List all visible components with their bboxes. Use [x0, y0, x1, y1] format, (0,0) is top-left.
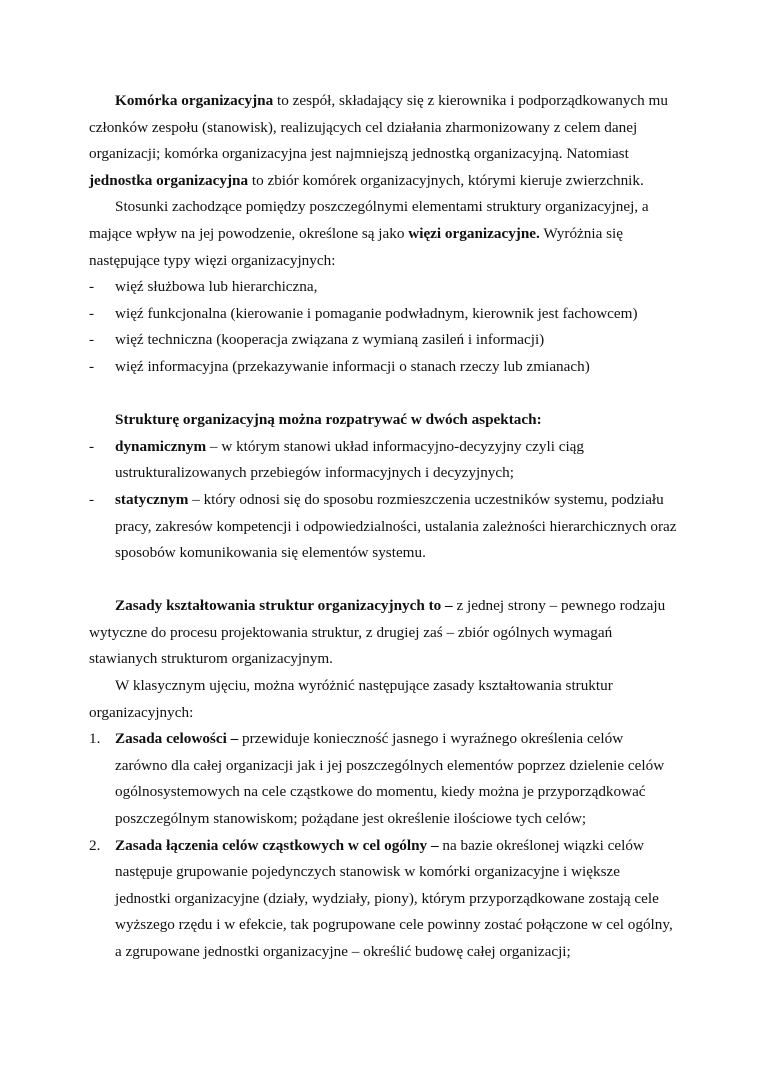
document-body	[89, 88, 679, 966]
paragraph-ties: Stosunki zachodzące pomiędzy poszczególnymi elementami struktury organizacyjnej, a mające wpływ na jej powodzenie, określone są jako więzi organizacyjne. Wyróżnia się następujące typy więzi organizacyjnych:	[89, 198, 649, 269]
numbered-list-item: 2. Zasada łączenia celów cząstkowych w cel ogólny – na bazie określonej wiązki celów następuje grupowanie pojedynczych stanowisk w komórki organizacyjne i większe jednostki organizacyjne (działy, wydziały, piony), którym przyporządkowane zostają cele wyższego rzędu i w efekcie, tak pogrupowane cele powinny zostać połączone w cel ogólny, a zgrupowane jednostki organizacyjne – określić budowę całej organizacji;	[89, 836, 673, 960]
list-item: - więź służbowa lub hierarchiczna,	[89, 278, 318, 296]
paragraph-definitions: Komórka organizacyjna to zespół, składający się z kierownika i podporządkowanych mu członków zespołu (stanowisk), realizujących cel działania zharmonizowany z celem danej organizacji; komórka organizacyjna jest najmniejszą jednostką organizacyjną. Natomiast jednostka organizacyjna to zbiór komórek organizacyjnych, którymi kieruje zwierzchnik.	[89, 92, 668, 189]
list-item: - więź funkcjonalna (kierowanie i pomaganie podwładnym, kierownik jest fachowcem)	[89, 304, 638, 322]
rules-paragraph: Zasady kształtowania struktur organizacyjnych to – z jednej strony – pewnego rodzaju wytyczne do procesu projektowania struktur, z drugiej zaś – zbiór ogólnych wymagań stawianych strukturom organizacyjnym.	[89, 597, 666, 668]
term-komorka: Komórka organizacyjna	[115, 92, 274, 109]
term-jednostka: jednostka organizacyjna	[89, 171, 249, 189]
rules-intro: W klasycznym ujęciu, można wyróżnić następujące zasady kształtowania struktur organizacyjnych:	[89, 677, 613, 721]
aspects-list	[89, 434, 679, 567]
spacer	[89, 381, 679, 408]
ties-list	[89, 274, 679, 380]
aspects-heading: Strukturę organizacyjną można rozpatrywać w dwóch aspektach:	[115, 411, 542, 429]
term-wiezi: więzi organizacyjne.	[408, 224, 540, 242]
rules-list	[89, 726, 679, 965]
list-item: - więź informacyjna (przekazywanie informacji o stanach rzeczy lub zmianach)	[89, 357, 590, 375]
spacer	[89, 567, 679, 594]
numbered-list-item: 1. Zasada celowości – przewiduje konieczność jasnego i wyraźnego określenia celów zarówno dla całej organizacji jak i jej poszczególnych elementów poprzez dzielenie celów ogólnosystemowych na cele cząstkowe do momentu, kiedy można je przyporządkować poszczególnym stanowiskom; pożądane jest określenie ilościowe tych celów;	[89, 730, 665, 828]
list-item: - dynamicznym – w którym stanowi układ informacyjno-decyzyjny czyli ciąg ustrukturalizowanych przebiegów informacyjnych i decyzyjnych;	[89, 437, 585, 482]
list-item: - statycznym – który odnosi się do sposobu rozmieszczenia uczestników systemu, podziału pracy, zakresów kompetencji i odpowiedzialności, ustalania zależności hierarchicznych oraz sposobów komunikowania się elementów systemu.	[89, 490, 677, 562]
list-item: - więź techniczna (kooperacja związana z wymianą zasileń i informacji)	[89, 331, 545, 349]
